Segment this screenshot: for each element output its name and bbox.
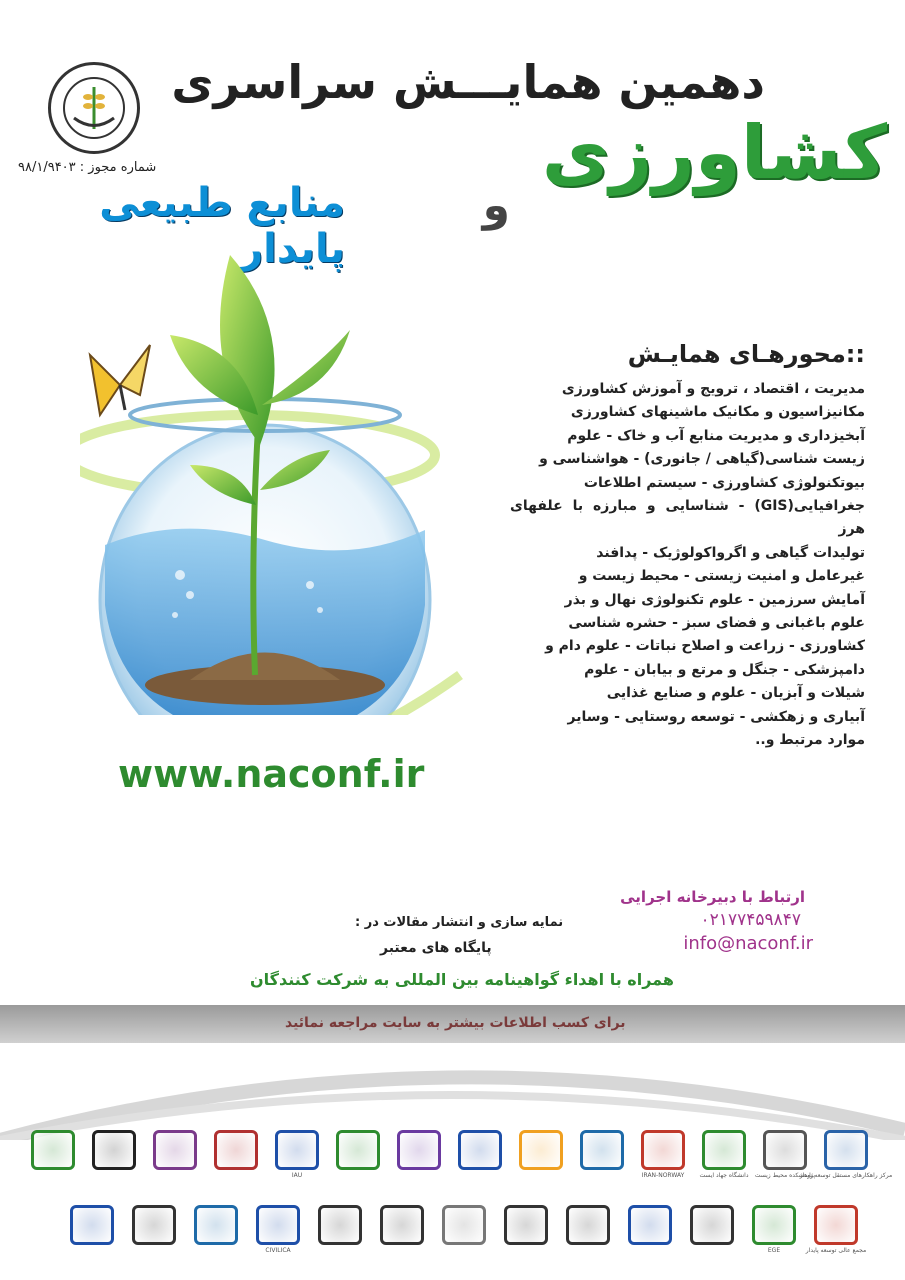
topic-line: آمایش سرزمین - علوم تکنولوژی نهال و بذر (564, 591, 865, 608)
tree-logo-mark (31, 1130, 75, 1170)
calligraphy-logo-mark (690, 1205, 734, 1245)
website-url[interactable]: www.naconf.ir (118, 752, 425, 796)
green-knot-logo-mark (702, 1130, 746, 1170)
topic-line: علوم باغبانی و فضای سبز - حشره شناسی (568, 615, 865, 632)
grid-logo-mark (153, 1130, 197, 1170)
alzahra-logo-mark (336, 1130, 380, 1170)
book-open-logo-mark (194, 1205, 238, 1245)
kufic-logo-mark (504, 1205, 548, 1245)
kufic-logo (497, 1205, 555, 1257)
stripes-logo (125, 1205, 183, 1257)
script-logo-mark (566, 1205, 610, 1245)
iran-norway-logo (634, 1130, 692, 1182)
sponsor-caption: IAU (291, 1172, 303, 1179)
stripes-logo-mark (132, 1205, 176, 1245)
permit-number: شماره مجوز : ۹۸/۱/۹۴۰۳ (18, 160, 157, 175)
conference-title-agriculture: کشاورزی (541, 110, 887, 196)
wheat-gear-icon (59, 73, 129, 143)
conference-title-resources: منابع طبیعی پایدار (99, 180, 345, 272)
topic-line: کشاورزی - زراعت و اصلاح نباتات - علوم دام و (545, 638, 865, 655)
topic-line: موارد مرتبط و.. (755, 732, 865, 749)
tree-logo (24, 1130, 82, 1182)
iran-norway-logo-mark (641, 1130, 685, 1170)
purple-pattern-logo-mark (397, 1130, 441, 1170)
contact-heading: ارتباط با دبیرخانه اجرایی (620, 888, 805, 906)
molecule-logo (573, 1130, 631, 1182)
civilica-logo (249, 1205, 307, 1257)
contact-email[interactable]: info@naconf.ir (683, 933, 813, 954)
alzahra-logo (329, 1130, 387, 1182)
sun-circle-logo-mark (519, 1130, 563, 1170)
red-diamond-logo (807, 1205, 865, 1257)
arch-logo-mark (70, 1205, 114, 1245)
sponsor-caption: CIVILICA (265, 1247, 291, 1254)
knot-logo-mark (380, 1205, 424, 1245)
knot-logo (373, 1205, 431, 1257)
script-logo (559, 1205, 617, 1257)
topic-line: آبخیزداری و مدیریت منابع آب و خاک - علوم (567, 427, 865, 444)
grid-logo (146, 1130, 204, 1182)
topic-line: زیست شناسی(گیاهی / جانوری) - هواشناسی و (539, 451, 865, 468)
conference-title-conjunction: و (482, 180, 510, 231)
sun-circle-logo (512, 1130, 570, 1182)
fishbowl-illustration (80, 245, 480, 715)
butterfly-icon (90, 345, 150, 415)
molecule-logo-mark (580, 1130, 624, 1170)
jihad-logo (756, 1130, 814, 1182)
azad-logo (268, 1130, 326, 1182)
topic-line: تولیدات گیاهی و اگرواکولوژیک - پدافند (596, 544, 865, 561)
indexing-text: نمایه سازی و انتشار مقالات در : (355, 915, 564, 930)
topic-line: مکانیزاسیون و مکانیک ماشینهای کشاورزی (570, 404, 865, 421)
topics-list (510, 378, 865, 753)
ege-logo (745, 1205, 803, 1257)
sponsor-caption: دانشگاه جهاد ایست (699, 1172, 749, 1179)
network-logo-mark (824, 1130, 868, 1170)
info-note: برای کسب اطلاعات بیشتر به سایت مراجعه نمائید (285, 1015, 626, 1031)
topic-line: غیرعامل و امنیت زیستی - محیط زیست و (578, 568, 865, 585)
red-diamond-logo-mark (814, 1205, 858, 1245)
topic-line: جغرافیایی(GIS) - شناسایی و مبارزه با علفهای هرز (510, 498, 865, 538)
calligraphy-logo (683, 1205, 741, 1257)
network-logo (799, 1130, 893, 1182)
rose-logo (435, 1205, 493, 1257)
sponsor-caption: مرکز راهکارهای مستقل توسعه پایدار (799, 1172, 893, 1179)
arch-logo (63, 1205, 121, 1257)
indexing-databases: پایگاه های معتبر (380, 940, 492, 956)
civilica-logo-mark (256, 1205, 300, 1245)
green-knot-logo (695, 1130, 753, 1182)
conference-title-line1: دهمین همایـــش سراسری (171, 55, 765, 109)
sponsor-caption: مجمع عالی توسعه پایدار (805, 1247, 867, 1254)
certificate-note: همراه با اهداء گواهینامه بین المللی به شرکت کنندگان (250, 970, 674, 989)
purple-pattern-logo (390, 1130, 448, 1182)
ring-logo-mark (318, 1205, 362, 1245)
jihad-logo-mark (763, 1130, 807, 1170)
swirl-logo (621, 1205, 679, 1257)
topics-heading: ::محورهـای همایـش (627, 340, 865, 368)
azad-logo-mark (275, 1130, 319, 1170)
sponsor-caption: پژوهشکده محیط زیست (754, 1172, 816, 1179)
diamond-logo-mark (92, 1130, 136, 1170)
iran-emblem-logo (451, 1130, 509, 1182)
book-logo (207, 1130, 265, 1182)
diamond-logo (85, 1130, 143, 1182)
book-logo-mark (214, 1130, 258, 1170)
topic-line: بیوتکنولوژی کشاورزی - سیستم اطلاعات (583, 474, 865, 491)
topic-line: آبیاری و زهکشی - توسعه روستایی - وسایر (567, 708, 865, 725)
conference-logo (48, 62, 140, 154)
ring-logo (311, 1205, 369, 1257)
sponsor-caption: IRAN-NORWAY (641, 1172, 685, 1179)
contact-phone[interactable]: ۰۲۱۷۷۴۵۹۸۴۷ (700, 910, 801, 930)
sponsor-caption: EGE (767, 1247, 781, 1254)
book-open-logo (187, 1205, 245, 1257)
ege-logo-mark (752, 1205, 796, 1245)
topic-line: مدیریت ، اقتصاد ، ترویج و آموزش کشاورزی (561, 381, 865, 397)
swirl-logo-mark (628, 1205, 672, 1245)
iran-emblem-logo-mark (458, 1130, 502, 1170)
topic-line: دامپزشکی - جنگل و مرتع و بیابان - علوم (584, 661, 865, 678)
rose-logo-mark (442, 1205, 486, 1245)
topic-line: شیلات و آبزیان - علوم و صنایع غذایی (606, 685, 865, 702)
decorative-swoosh (0, 1040, 905, 1140)
